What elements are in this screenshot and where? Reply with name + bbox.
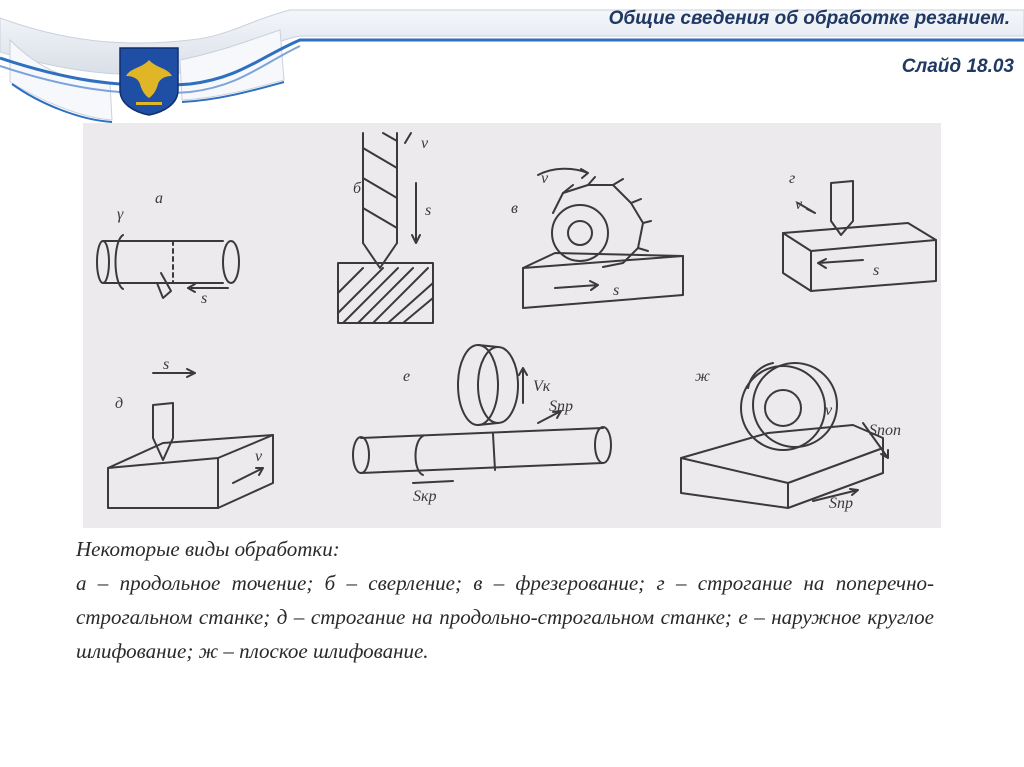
annotation-s-a: s (201, 290, 208, 307)
annotation-v-g: v (795, 196, 803, 213)
caption-body: а – продольное точение; б – сверление; в – фрезерование; г – строгание на поперечно-строгальном станке; д – строгание на продольно-строгальном станке; е – наружное круглое шлифование; ж – плоское шлифование. (76, 571, 934, 663)
header-title: Общие сведения об обработке резанием. (608, 8, 1010, 29)
figure-caption (76, 532, 934, 668)
annotation-vk: Vк (533, 378, 551, 395)
annotation-skr: Sкр (413, 488, 437, 505)
annotation-spr-e: Sпр (549, 398, 573, 415)
annotation-spr-zh: Sпр (829, 495, 853, 512)
figure-label-g: г (789, 170, 796, 187)
figure-label-a: а (155, 190, 163, 207)
annotation-gamma: γ (117, 206, 124, 223)
annotation-s-v: s (613, 282, 620, 299)
figure-label-zh: ж (695, 368, 710, 385)
machining-illustration (83, 123, 941, 528)
annotation-s-g: s (873, 262, 880, 279)
annotation-v-b: v (421, 135, 429, 152)
annotation-s-d: s (163, 356, 170, 373)
annotation-v-zh: v (825, 402, 833, 419)
annotation-v-v: v (541, 170, 549, 187)
slide-number: Слайд 18.03 (901, 56, 1014, 77)
annotation-spop: Sпоп (869, 422, 901, 439)
caption-title: Некоторые виды обработки: (76, 537, 340, 561)
figure-label-v: в (511, 200, 518, 217)
annotation-v-d: v (255, 448, 263, 465)
figure-label-e: е (403, 368, 411, 385)
figure-label-d: д (115, 395, 124, 412)
figure-label-b: б (353, 180, 362, 197)
annotation-s-b: s (425, 202, 432, 219)
coat-of-arms-emblem (118, 46, 180, 116)
